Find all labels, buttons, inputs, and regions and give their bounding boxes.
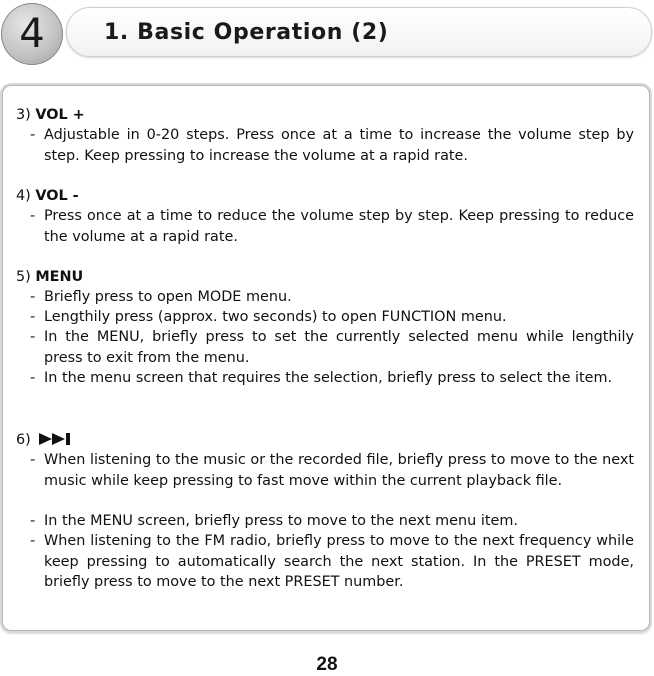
list-item: - In the MENU screen, briefly press to move to the next menu item. (30, 513, 518, 529)
section-heading: 3) VOL + (16, 107, 85, 123)
header-bar (66, 7, 652, 57)
section-title: VOL + (35, 107, 85, 123)
list-item: - In the menu screen that requires the selection, briefly press to select the item. (30, 370, 613, 386)
list-item: - Lengthily press (approx. two seconds) to open FUNCTION menu. (30, 309, 507, 325)
chapter-number-badge: 4 (1, 3, 63, 65)
section-heading: 6) (16, 430, 73, 453)
section-heading: 4) VOL - (16, 188, 79, 204)
section-title: VOL - (35, 188, 79, 204)
list-item: - When listening to the music or the recorded file, briefly press to move to the next music while keep pressing to fast move within the current playback file. (30, 452, 634, 489)
page-title: 1. Basic Operation (2) (104, 20, 389, 45)
section-heading: 5) MENU (16, 269, 84, 285)
list-item: - Briefly press to open MODE menu. (30, 289, 292, 305)
list-item: - Adjustable in 0-20 steps. Press once at a time to increase the volume step by step. Keep pressing to increase the volume at a rapid rate. (30, 127, 634, 164)
list-item: - When listening to the FM radio, briefly press to move to the next frequency while keep pressing to automatically search the next station. In the PRESET mode, briefly press to move to the next PRESET number. (30, 533, 634, 590)
list-item: - Press once at a time to reduce the volume step by step. Keep pressing to reduce the volume at a rapid rate. (30, 208, 634, 245)
page-number: 28 (316, 654, 338, 675)
list-item: - In the MENU, briefly press to set the currently selected menu while lengthily press to exit from the menu. (30, 329, 634, 366)
section-title: MENU (35, 269, 84, 285)
